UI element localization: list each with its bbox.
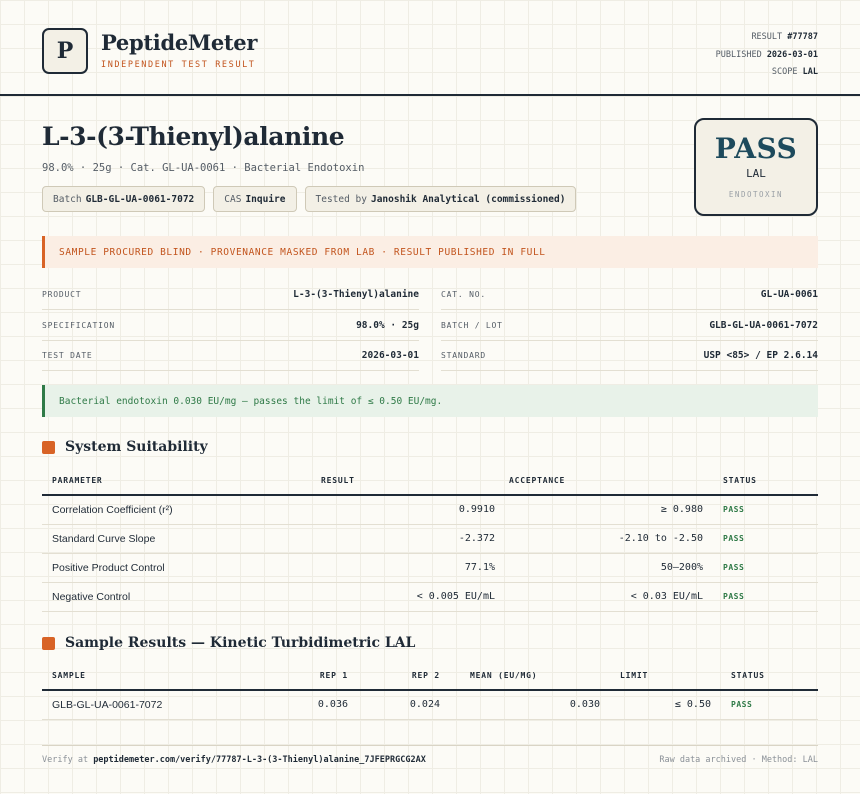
report-meta	[716, 29, 818, 82]
tested-by-chip: Tested by Janoshik Analytical (commissioned)	[305, 186, 577, 212]
meta-published: PUBLISHED 2026-03-01	[715, 49, 818, 60]
verdict-category: ENDOTOXIN	[728, 190, 784, 199]
report-footer	[42, 745, 818, 765]
report-header	[0, 0, 860, 96]
info-product: PRODUCT L-3-(3-Thienyl)alanine	[42, 280, 419, 310]
verdict-method: LAL	[746, 167, 766, 180]
samples-heading: Sample Results — Kinetic Turbidimetric LAL	[42, 635, 415, 651]
info-test-date: TEST DATE 2026-03-01	[42, 341, 419, 371]
table-header-row: SAMPLE REP 1 REP 2 MEAN (EU/MG) LIMIT STATUS	[42, 662, 818, 690]
verify-link[interactable]: peptidemeter.com/verify/77787-L-3-(3-Thienyl)alanine_7JFEPRGCG2AX	[93, 755, 426, 765]
info-specification: SPECIFICATION 98.0% · 25g	[42, 311, 419, 341]
verify-line: Verify at peptidemeter.com/verify/77787-L-3-(3-Thienyl)alanine_7JFEPRGCG2AX	[42, 755, 426, 765]
brand-tagline: INDEPENDENT TEST RESULT	[101, 60, 256, 70]
brand-logo: P	[42, 28, 88, 74]
section-marker-icon	[42, 637, 55, 650]
table-header-row: PARAMETER RESULT ACCEPTANCE STATUS	[42, 467, 818, 495]
info-cat-no: CAT. NO. GL-UA-0061	[441, 280, 818, 310]
samples-table	[42, 662, 818, 720]
suitability-table	[42, 467, 818, 612]
meta-scope: SCOPE LAL	[771, 67, 818, 77]
info-batch: BATCH / LOT GLB-GL-UA-0061-7072	[441, 311, 818, 341]
meta-result: RESULT #77787	[751, 32, 818, 42]
batch-chip: Batch GLB-GL-UA-0061-7072	[42, 186, 205, 212]
table-row: Standard Curve Slope -2.372 -2.10 to -2.50 PASS	[42, 524, 818, 553]
table-row: GLB-GL-UA-0061-7072 0.036 0.024 0.030 ≤ 0.50 PASS	[42, 690, 818, 719]
suitability-heading: System Suitability	[42, 439, 208, 455]
archive-note: Raw data archived · Method: LAL	[659, 755, 818, 765]
product-subtitle: 98.0% · 25g · Cat. GL-UA-0061 · Bacterial Endotoxin	[42, 162, 365, 174]
summary-notice: Bacterial endotoxin 0.030 EU/mg — passes the limit of ≤ 0.50 EU/mg.	[42, 385, 818, 417]
verdict-badge	[694, 118, 818, 216]
verdict-result: PASS	[714, 132, 798, 165]
table-row: Correlation Coefficient (r²) 0.9910 ≥ 0.980 PASS	[42, 495, 818, 524]
section-marker-icon	[42, 441, 55, 454]
cas-chip: CAS Inquire	[213, 186, 296, 212]
table-row: Negative Control < 0.005 EU/mL < 0.03 EU/mL PASS	[42, 582, 818, 611]
product-chips	[42, 186, 576, 212]
info-standard: STANDARD USP <85> / EP 2.6.14	[441, 341, 818, 371]
blind-notice: SAMPLE PROCURED BLIND · PROVENANCE MASKED FROM LAB · RESULT PUBLISHED IN FULL	[42, 236, 818, 268]
table-row: Positive Product Control 77.1% 50–200% PASS	[42, 553, 818, 582]
product-title: L-3-(3-Thienyl)alanine	[42, 122, 345, 151]
brand-name: PeptideMeter	[101, 30, 258, 55]
